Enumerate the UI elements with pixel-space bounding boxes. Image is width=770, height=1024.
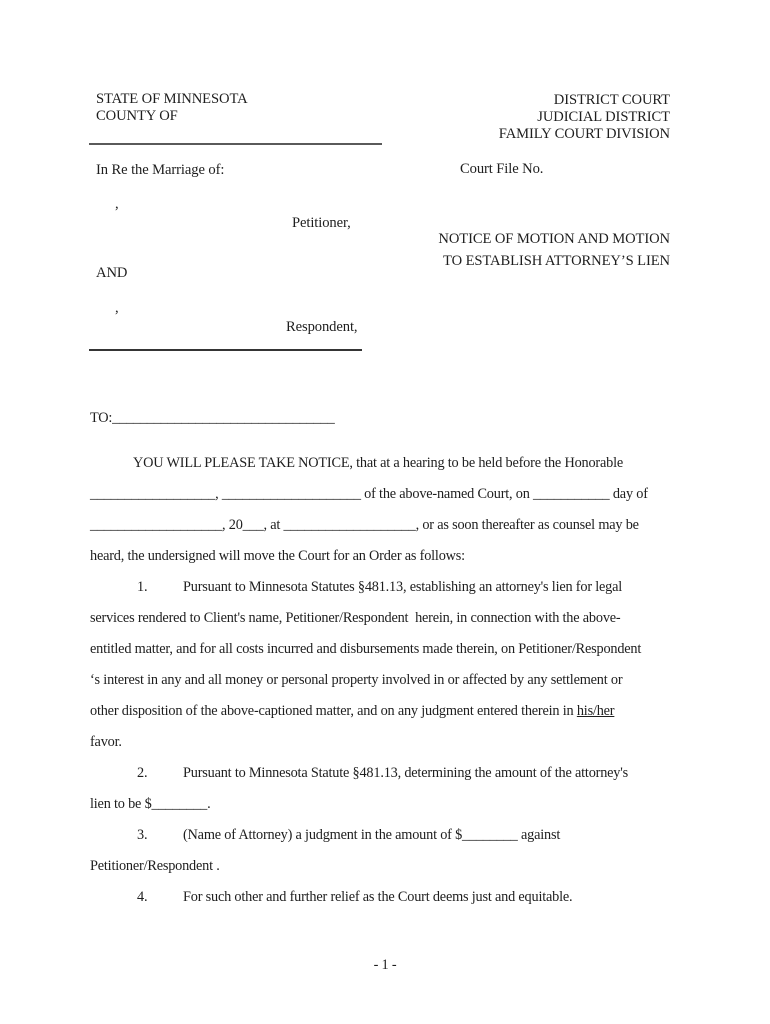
caption-respondent-name-comma: , xyxy=(115,300,119,316)
county-underline-rule xyxy=(89,143,382,145)
caption-respondent-label: Respondent, xyxy=(286,319,358,335)
item4-line-1 xyxy=(90,882,730,913)
item3-line-1 xyxy=(90,820,730,851)
caption-court-file-no: Court File No. xyxy=(460,161,544,177)
notice-line-4: heard, the undersigned will move the Court for an Order as follows: xyxy=(90,548,465,564)
item3-line-2: Petitioner/Respondent . xyxy=(90,858,220,874)
item1-line-5 xyxy=(90,696,730,727)
motion-title-line2: TO ESTABLISH ATTORNEY’S LIEN xyxy=(443,253,670,269)
item1-line-5-text: other disposition of the above-captioned matter, and on any judgment entered therein in xyxy=(90,703,577,719)
item2-text: Pursuant to Minnesota Statute §481.13, determining the amount of the attorney's xyxy=(183,765,628,781)
header-family-court-division: FAMILY COURT DIVISION xyxy=(498,126,670,142)
item1-line-1 xyxy=(90,572,730,603)
motion-title-line1: NOTICE OF MOTION AND MOTION xyxy=(438,231,670,247)
item1-line-3: entitled matter, and for all costs incurred and disbursements made therein, on Petitioner/Respondent xyxy=(90,641,642,657)
respondent-underline-rule xyxy=(89,349,362,351)
item3-text: (Name of Attorney) a judgment in the amount of $________ against xyxy=(183,827,561,843)
item1-text: Pursuant to Minnesota Statutes §481.13, establishing an attorney's lien for legal xyxy=(183,579,623,595)
item1-line-6: favor. xyxy=(90,734,122,750)
item4-text: For such other and further relief as the Court deems just and equitable. xyxy=(183,889,573,905)
header-judicial-district: JUDICIAL DISTRICT xyxy=(537,109,670,125)
to-line: TO:________________________________ xyxy=(90,410,335,426)
header-district-court: DISTRICT COURT xyxy=(553,92,670,108)
notice-line-3: ___________________, 20___, at ___________________, or as soon thereafter as counsel may be xyxy=(90,517,639,533)
caption-and-label: AND xyxy=(96,265,128,281)
caption-petitioner-name-comma: , xyxy=(115,196,119,212)
item1-number: 1. xyxy=(137,579,148,595)
notice-line-2: __________________, ____________________ of the above-named Court, on ___________ day of xyxy=(90,486,648,502)
caption-in-re: In Re the Marriage of: xyxy=(96,162,225,178)
notice-line-1: YOU WILL PLEASE TAKE NOTICE, that at a hearing to be held before the Honorable xyxy=(133,455,623,471)
item2-number: 2. xyxy=(137,765,148,781)
item3-number: 3. xyxy=(137,827,148,843)
caption-petitioner-label: Petitioner, xyxy=(292,215,351,231)
header-state: STATE OF MINNESOTA xyxy=(96,91,248,107)
body-text xyxy=(90,448,730,913)
item4-number: 4. xyxy=(137,889,148,905)
item2-line-1 xyxy=(90,758,730,789)
item1-line-2: services rendered to Client's name, Petitioner/Respondent herein, in connection with the above- xyxy=(90,610,621,626)
page-number: - 1 - xyxy=(373,957,397,973)
header-county: COUNTY OF xyxy=(96,108,178,124)
item2-line-2: lien to be $________. xyxy=(90,796,211,812)
item1-line-4: ‘s interest in any and all money or personal property involved in or affected by any settlement or xyxy=(90,672,623,688)
his-her-underlined: his/her xyxy=(576,703,615,719)
